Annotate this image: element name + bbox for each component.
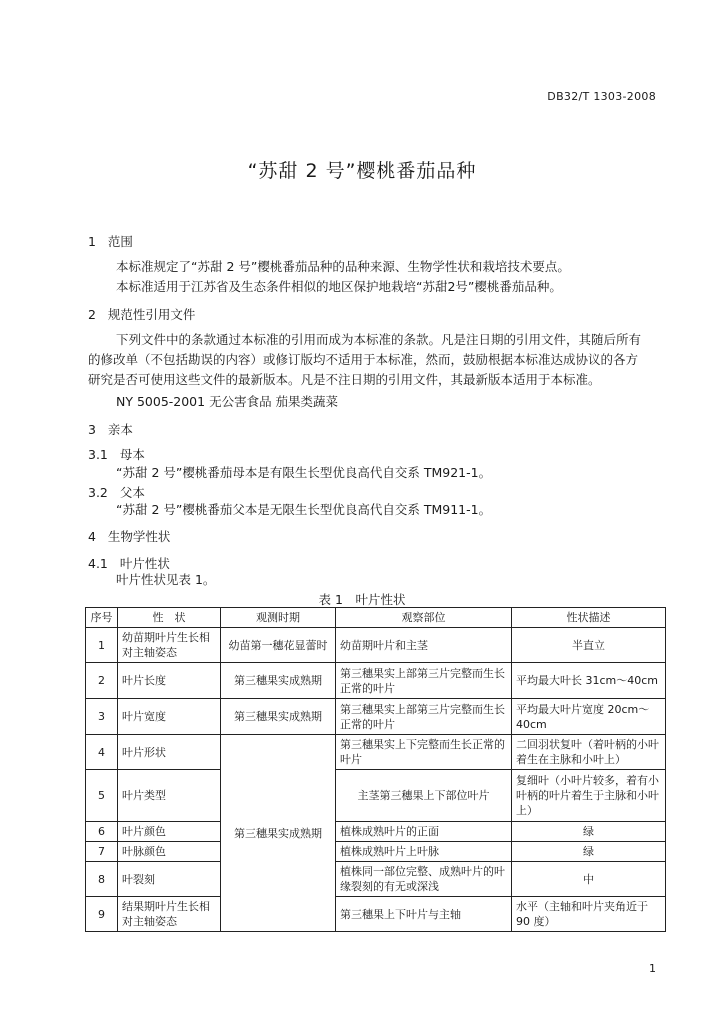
row-number: 5 xyxy=(86,770,118,822)
description-cell: 半直立 xyxy=(512,628,666,663)
table-row xyxy=(86,842,666,862)
section-2-paragraph: 下列文件中的条款通过本标准的引用而成为本标准的条款。凡是注日期的引用文件，其随后所有的修改单（不包括勘误的内容）或修订版均不适用于本标准，然而，鼓励根据本标准达成协议的各方研究是否可使用这些文件的最新版本。凡是不注日期的引用文件，其最新版本适用于本标准。 xyxy=(88,332,642,387)
row-number: 8 xyxy=(86,862,118,897)
subsection-3-2-text: “苏甜 2 号”樱桃番茄父本是无限生长型优良高代自交系 TM911-1。 xyxy=(116,502,492,517)
subsection-4-1-text: 叶片性状见表 1。 xyxy=(116,572,216,587)
section-title: 生物学性状 xyxy=(107,529,171,544)
table-row xyxy=(86,862,666,897)
period-cell: 第三穗果实成熟期 xyxy=(221,699,336,735)
trait-cell: 叶脉颜色 xyxy=(118,842,221,862)
subsection-number: 3.2 xyxy=(88,485,108,500)
page-number: 1 xyxy=(649,962,656,975)
section-title: 范围 xyxy=(107,234,133,249)
subsection-number: 4.1 xyxy=(88,556,108,571)
trait-cell: 叶片宽度 xyxy=(118,699,221,735)
subsection-title: 叶片性状 xyxy=(119,556,170,571)
header-cell: 性状描述 xyxy=(512,608,666,628)
subsection-number: 3.1 xyxy=(88,447,108,462)
description-cell: 平均最大叶片宽度 20cm～40cm xyxy=(512,699,666,735)
document-code: DB32/T 1303-2008 xyxy=(547,90,656,103)
row-number: 1 xyxy=(86,628,118,663)
part-cell: 植株同一部位完整、成熟叶片的叶缘裂刻的有无或深浅 xyxy=(336,862,512,897)
description-cell: 二回羽状复叶（着叶柄的小叶着生在主脉和小叶上） xyxy=(512,735,666,770)
subsection-3-1-heading xyxy=(88,445,145,463)
trait-cell: 叶片颜色 xyxy=(118,822,221,842)
part-cell: 植株成熟叶片上叶脉 xyxy=(336,842,512,862)
part-cell: 植株成熟叶片的正面 xyxy=(336,822,512,842)
document-title: “苏甜 2 号”樱桃番茄品种 xyxy=(247,160,477,182)
subsection-title: 父本 xyxy=(119,485,145,500)
row-number: 6 xyxy=(86,822,118,842)
description-cell: 绿 xyxy=(512,822,666,842)
section-4-heading xyxy=(88,527,170,545)
subsection-title: 母本 xyxy=(119,447,145,462)
part-cell: 第三穗果实上下完整而生长正常的叶片 xyxy=(336,735,512,770)
part-cell: 第三穗果实上部第三片完整而生长正常的叶片 xyxy=(336,663,512,699)
table-row xyxy=(86,770,666,822)
period-cell: 幼苗第一穗花显蕾时 xyxy=(221,628,336,663)
part-cell: 第三穗果上下叶片与主轴 xyxy=(336,897,512,932)
period-cell: 第三穗果实成熟期 xyxy=(221,663,336,699)
table-row xyxy=(86,822,666,842)
section-1-paragraph-2: 本标准适用于江苏省及生态条件相似的地区保护地栽培“苏甜2号”樱桃番茄品种。 xyxy=(116,279,562,294)
trait-cell: 叶片长度 xyxy=(118,663,221,699)
table-header-row xyxy=(86,608,666,628)
header-cell: 观测时期 xyxy=(221,608,336,628)
section-number: 2 xyxy=(88,307,96,322)
header-cell: 观察部位 xyxy=(336,608,512,628)
row-number: 9 xyxy=(86,897,118,932)
header-cell: 性 状 xyxy=(118,608,221,628)
table-row xyxy=(86,663,666,699)
section-number: 1 xyxy=(88,234,96,249)
section-1-paragraph-1: 本标准规定了“苏甜 2 号”樱桃番茄品种的品种来源、生物学性状和栽培技术要点。 xyxy=(116,259,570,274)
header-cell: 序号 xyxy=(86,608,118,628)
subsection-3-1-text: “苏甜 2 号”樱桃番茄母本是有限生长型优良高代自交系 TM921-1。 xyxy=(116,465,492,480)
section-2-heading xyxy=(88,305,195,323)
table-row xyxy=(86,628,666,663)
trait-cell: 幼苗期叶片生长相对主轴姿态 xyxy=(118,628,221,663)
description-cell: 复细叶（小叶片较多，着有小叶柄的叶片着生于主脉和小叶上） xyxy=(512,770,666,822)
description-cell: 中 xyxy=(512,862,666,897)
part-cell: 主茎第三穗果上下部位叶片 xyxy=(336,770,512,822)
row-number: 7 xyxy=(86,842,118,862)
row-number: 3 xyxy=(86,699,118,735)
description-cell: 绿 xyxy=(512,842,666,862)
table-caption: 表 1 叶片性状 xyxy=(318,592,406,607)
merged-period-cell: 第三穗果实成熟期 xyxy=(221,735,336,932)
section-title: 亲本 xyxy=(107,422,133,437)
part-cell: 第三穗果实上部第三片完整而生长正常的叶片 xyxy=(336,699,512,735)
row-number: 4 xyxy=(86,735,118,770)
description-cell: 平均最大叶长 31cm～40cm xyxy=(512,663,666,699)
trait-cell: 叶裂刻 xyxy=(118,862,221,897)
part-cell: 幼苗期叶片和主茎 xyxy=(336,628,512,663)
subsection-3-2-heading xyxy=(88,483,145,501)
leaf-traits-table xyxy=(85,607,666,932)
table-row xyxy=(86,897,666,932)
table-row xyxy=(86,699,666,735)
trait-cell: 叶片类型 xyxy=(118,770,221,822)
section-number: 3 xyxy=(88,422,96,437)
description-cell: 水平（主轴和叶片夹角近于 90 度） xyxy=(512,897,666,932)
section-1-heading xyxy=(88,232,133,250)
trait-cell: 结果期叶片生长相对主轴姿态 xyxy=(118,897,221,932)
row-number: 2 xyxy=(86,663,118,699)
section-title: 规范性引用文件 xyxy=(107,307,196,322)
table-row xyxy=(86,735,666,770)
section-3-heading xyxy=(88,420,133,438)
trait-cell: 叶片形状 xyxy=(118,735,221,770)
normative-reference: NY 5005-2001 无公害食品 茄果类蔬菜 xyxy=(116,394,339,409)
section-number: 4 xyxy=(88,529,96,544)
